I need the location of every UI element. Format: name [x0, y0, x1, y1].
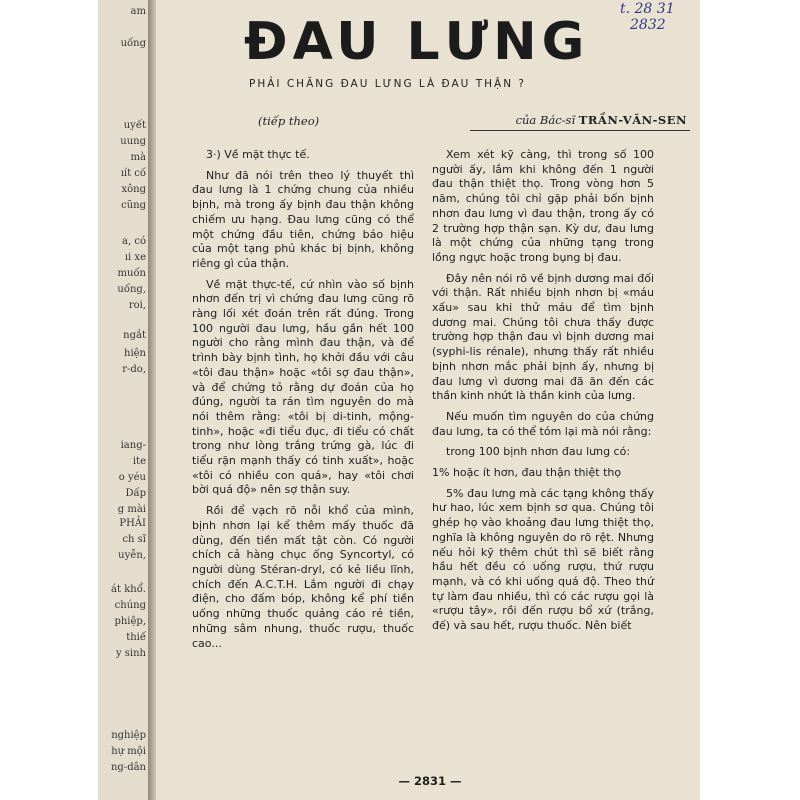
margin-fragment: muốn	[117, 268, 146, 279]
margin-fragment: xông	[121, 184, 146, 195]
paragraph: Xem xét kỹ càng, thì trong số 100 người ấy, lắm khi không đến 1 người đau thận thiệt thọ. Trong vòng hơn 5 năm, chúng tôi chỉ gặp phải bốn bịnh nhơn đau lưng vì đau thận, trong ấy có 2 trường hợp thận sạn. Kỳ dư, đau lưng là một chứng của những tạng trong lồng ngực hoặc trong bụng bị đau.	[432, 148, 654, 264]
margin-fragment: ite	[132, 456, 146, 467]
paragraph: Như đã nói trên theo lý thuyết thì đau lưng là 1 chứng chung của nhiều bịnh, mà trong ấy bịnh đau thận không chiếm ưu hạng. Đau lưng cũng có thể một chứng đầu tiên, chứng báo hiệu của một tạng phủ khác bị bịnh, không riêng gì của thận.	[192, 168, 414, 270]
margin-fragment: hiện	[124, 348, 146, 359]
margin-fragment: y sinh	[115, 648, 146, 659]
margin-fragment: Dấp	[125, 488, 146, 499]
margin-fragment: PHẢI	[119, 518, 146, 529]
paragraph: 1% hoặc ít hơn, đau thận thiệt thọ	[432, 466, 622, 480]
margin-fragment: ıi xe	[124, 252, 146, 263]
margin-fragment: uyễn,	[118, 550, 146, 561]
previous-page-strip	[98, 0, 148, 800]
margin-fragment: am	[130, 6, 146, 17]
margin-fragment: o yéu	[118, 472, 146, 483]
margin-fragment: thiế	[126, 632, 146, 643]
handwritten-line: t. 28 31	[620, 1, 675, 17]
margin-fragment: a, có	[122, 236, 146, 247]
paragraph: Rồi để vạch rõ nỗi khổ của mình, bịnh nhơn lại kể thêm mấy thuốc đã dùng, đến tiền mất tật còn. Có người chích cả hàng chục ống Syncortyl, có người dùng Stéran-dryl, có kẻ liều lĩnh, chích đến A.C.T.H. Lắm người đi chạy điện, cho đấm bóp, không kể phí tiền uống những thuốc quảng cáo rẻ tiền, những sâm nhung, thuốc rượu, thuốc cao...	[192, 504, 414, 650]
article-title: ĐAU LƯNG	[244, 12, 590, 72]
page-number: — 2831 —	[398, 774, 462, 788]
margin-fragment: át khổ.	[111, 584, 146, 595]
margin-fragment: ch sĩ	[122, 534, 146, 545]
margin-fragment: ngắt	[123, 330, 146, 341]
page-edge	[700, 0, 800, 800]
book-gutter	[148, 0, 156, 800]
margin-fragment: hự mội	[111, 746, 146, 757]
paragraph: trong 100 bịnh nhơn đau lưng có:	[446, 445, 631, 459]
article-subtitle: PHẢI CHĂNG ĐAU LƯNG LÀ ĐAU THẬN ?	[249, 78, 526, 90]
margin-fragment: uyết	[123, 120, 146, 131]
paragraph: 3·) Về mặt thực tế.	[206, 148, 310, 161]
byline-rule	[470, 130, 690, 131]
margin-fragment: chúng	[114, 600, 146, 611]
margin-fragment: cũng	[121, 200, 146, 211]
margin-fragment: roi,	[128, 300, 146, 311]
margin-fragment: r-do,	[122, 364, 146, 375]
margin-fragment: ıít cố	[120, 168, 146, 179]
paragraph: Nếu muốn tìm nguyên do của chứng đau lưng, ta có thể tóm lại mà nói rằng:	[432, 409, 654, 438]
handwritten-line: 2832	[630, 17, 666, 33]
margin-fragment: uống,	[117, 284, 146, 295]
paragraph: Về mặt thực-tế, cứ nhìn vào số bịnh nhơn đến trị vì chứng đau lưng cũng rõ ràng lối xét đoán trên rất đúng. Trong 100 người đau lưng, hầu gần hết 100 người cho rằng mình đau thận, và để trình bày bịnh tình, họ khởi đầu với câu «tôi đau thận» hoặc «tôi sợ đau thận», và để chứng tỏ rằng dự đoán của họ đúng, người ta rán tìm nguyên do mà nói thêm rằng: «tôi bị di-tinh, mộng-tinh», hoặc «đi tiểu đục, đi tiểu có chất trong như lòng trắng trứng gà, lúc đi tiểu rặn mạnh thấy có tinh xuất», hoặc «tôi có nhiều con quá», hay «tôi chơi bời quá độ» nên sợ thận suy.	[192, 277, 414, 497]
margin-fragment: g mài	[117, 504, 146, 515]
margin-fragment: uống	[120, 38, 146, 49]
margin-fragment: iang-	[120, 440, 146, 451]
margin-fragment: mà	[130, 152, 146, 163]
margin-fragment: ng-dân	[110, 762, 146, 773]
author-byline	[467, 113, 687, 127]
margin-fragment: nghiệp	[111, 730, 146, 741]
left-column	[192, 148, 414, 657]
author-name: TRẦN-VĂN-SEN	[578, 113, 687, 127]
margin-fragment: phiệp,	[114, 616, 146, 627]
right-column	[432, 148, 654, 640]
margin-fragment: uung	[120, 136, 146, 147]
paragraph: Đây nên nói rõ về bịnh dương mai đối với thận. Rất nhiều bịnh nhơn bị «máu xấu» sau khi thử máu để tìm bịnh dương mai. Chúng tôi chưa thấy được trường hợp thận đau vì bịnh dương mai (syphi-lis rénale), nhưng thấy rất nhiều bịnh nhơn mắc phải bịnh ấy, nhưng bị đau lưng vì dương mai đã ăn đến các thần kinh nhứt là thần kinh của lưng.	[432, 271, 654, 403]
continued-label: (tiếp theo)	[258, 114, 320, 128]
paragraph: 5% đau lưng mà các tạng không thấy hư hao, lúc xem bịnh sơ qua. Chúng tôi ghép họ vào khoảng đau lưng thiệt thọ, nghĩa là không nguyên do rõ rệt. Nhưng nếu hỏi kỹ thêm chút thì sẽ biết rằng hầu hết đều có uống rượu, thứ rượu mạnh, và có khi uống quá độ. Theo thứ tự làm đau nhiều, thì có các rượu gọi là «rượu tây», rồi đến rượu bổ xứ (trắng, đế) và sau hết, rượu thuốc. Nên biết	[432, 486, 654, 633]
author-prefix: của Bác-sĩ	[515, 113, 576, 127]
